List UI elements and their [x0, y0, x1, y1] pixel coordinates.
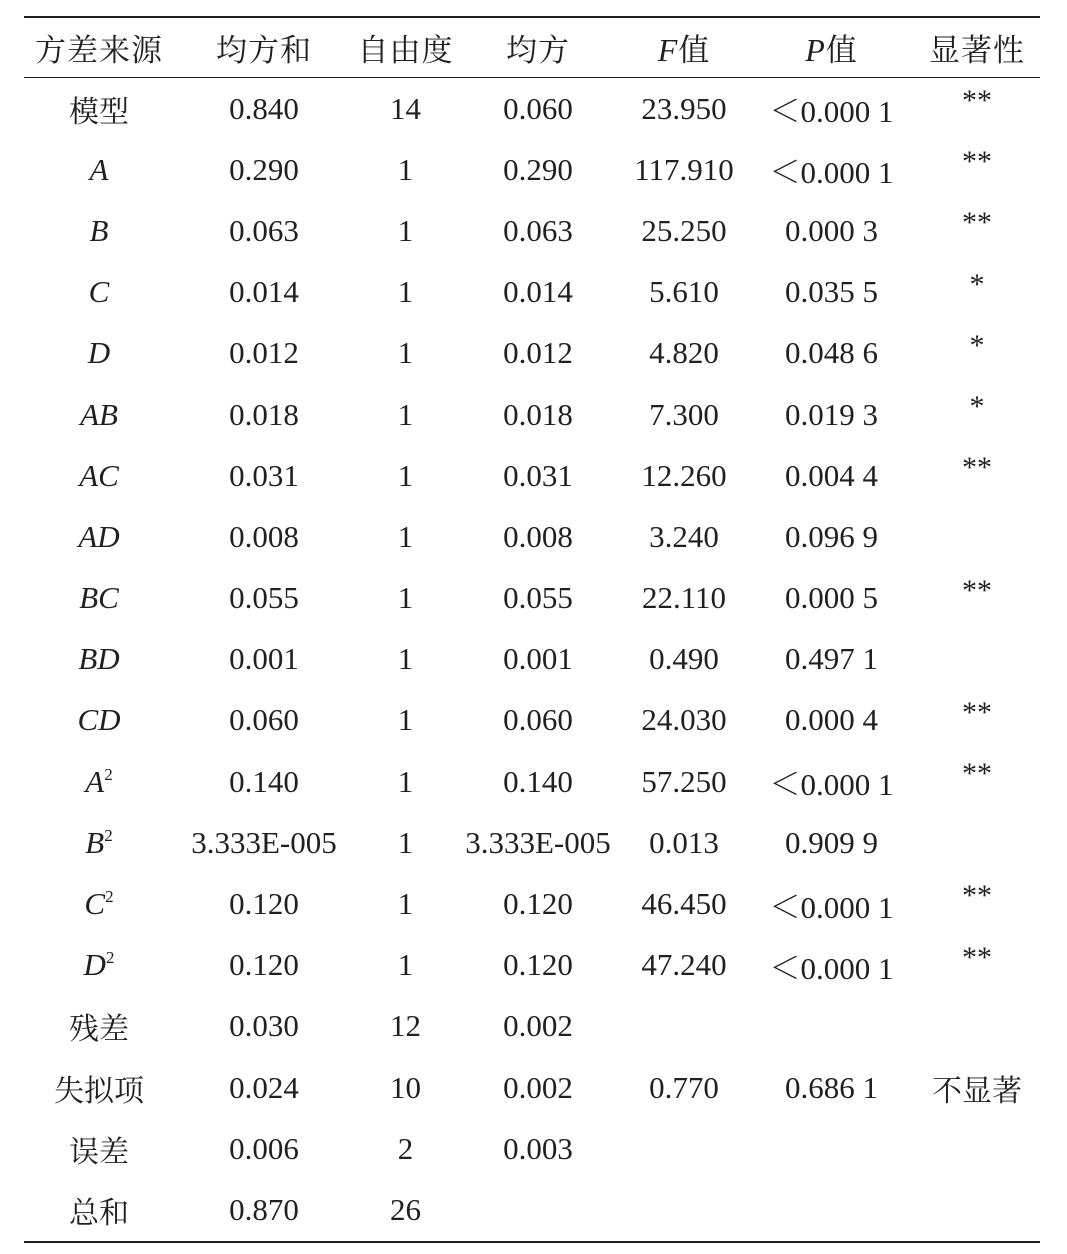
cell-p-value [749, 1179, 914, 1241]
cell-f-value: 4.820 [649, 335, 719, 371]
source-label: BC [79, 580, 119, 616]
cell-f-value [619, 1179, 749, 1241]
source-exponent: 2 [105, 948, 115, 968]
cell-p-value: 0.048 6 [785, 335, 878, 371]
cell-significance [914, 629, 1040, 690]
cell-degrees-of-freedom: 1 [397, 580, 414, 616]
cell-f-value: 25.250 [641, 212, 727, 248]
cell-p-value: 0.035 5 [785, 274, 878, 310]
cell-sum-of-squares: 0.290 [229, 151, 299, 187]
cell-mean-square: 0.008 [503, 518, 573, 554]
cell-degrees-of-freedom: 26 [390, 1191, 421, 1227]
cell-p-value: 0.096 9 [785, 518, 878, 554]
cell-source [24, 323, 174, 384]
header-mean-square: 均方 [506, 33, 570, 69]
header-source: 方差来源 [35, 33, 163, 69]
cell-degrees-of-freedom: 1 [397, 886, 414, 922]
source-label: CD [77, 702, 121, 738]
cell-f-value: 12.260 [641, 457, 727, 493]
cell-degrees-of-freedom: 1 [397, 212, 414, 248]
cell-source [24, 629, 174, 690]
cell-p-value: ＜0.000 1 [769, 889, 894, 925]
cell-sum-of-squares: 0.120 [229, 947, 299, 983]
header-significance: 显著性 [929, 33, 1025, 69]
cell-mean-square: 0.014 [503, 274, 573, 310]
table-row [24, 262, 1040, 323]
cell-degrees-of-freedom: 1 [397, 151, 414, 187]
table-row [24, 1179, 1040, 1241]
table-row [24, 812, 1040, 873]
cell-mean-square: 0.031 [503, 457, 573, 493]
header-p-symbol: P [805, 32, 826, 68]
cell-source [24, 1057, 174, 1118]
source-label: AC [79, 457, 119, 493]
cell-p-value: 0.497 1 [785, 641, 878, 677]
cell-p-value: 0.000 4 [785, 702, 878, 738]
cell-degrees-of-freedom: 1 [397, 763, 414, 799]
source-label: D [83, 947, 106, 983]
cell-f-value: 3.240 [649, 518, 719, 554]
table-row [24, 78, 1040, 140]
cell-f-value: 47.240 [641, 947, 727, 983]
cell-source [24, 996, 174, 1057]
cell-sum-of-squares: 0.014 [229, 274, 299, 310]
table-row [24, 629, 1040, 690]
cell-sum-of-squares: 0.031 [229, 457, 299, 493]
cell-p-value: ＜0.000 1 [769, 155, 894, 191]
source-label: 误差 [69, 1134, 129, 1170]
cell-mean-square: 0.055 [503, 580, 573, 616]
cell-significance: * [969, 389, 985, 423]
cell-sum-of-squares: 0.840 [229, 90, 299, 126]
cell-f-value: 7.300 [649, 396, 719, 432]
source-label: AD [78, 518, 120, 554]
cell-degrees-of-freedom: 1 [397, 396, 414, 432]
cell-f-value [619, 996, 749, 1057]
cell-p-value: 0.909 9 [785, 824, 878, 860]
cell-mean-square [457, 1179, 619, 1241]
cell-mean-square: 0.002 [503, 1069, 573, 1105]
cell-mean-square: 0.120 [503, 947, 573, 983]
cell-mean-square: 0.012 [503, 335, 573, 371]
cell-degrees-of-freedom: 1 [397, 641, 414, 677]
source-exponent: 2 [105, 887, 114, 907]
source-label: D [87, 335, 111, 371]
cell-sum-of-squares: 0.120 [229, 886, 299, 922]
source-label: AB [80, 396, 118, 432]
source-label: 残差 [69, 1012, 129, 1048]
header-f-value [619, 17, 749, 78]
cell-mean-square: 0.003 [503, 1130, 573, 1166]
cell-sum-of-squares: 0.870 [229, 1191, 299, 1227]
source-label: A [89, 151, 109, 187]
cell-degrees-of-freedom: 1 [397, 947, 414, 983]
cell-sum-of-squares: 0.018 [229, 396, 299, 432]
source-label: B [89, 212, 109, 248]
cell-mean-square: 0.063 [503, 212, 573, 248]
cell-source [24, 1118, 174, 1179]
table-row [24, 873, 1040, 934]
table-row [24, 506, 1040, 567]
cell-mean-square: 0.018 [503, 396, 573, 432]
cell-source [24, 384, 174, 445]
cell-sum-of-squares: 0.024 [229, 1069, 299, 1105]
cell-source [24, 139, 174, 200]
cell-mean-square: 3.333E-005 [465, 824, 611, 860]
cell-f-value: 0.770 [649, 1069, 719, 1105]
cell-significance: 不显著 [932, 1073, 1022, 1109]
cell-source [24, 751, 174, 812]
cell-degrees-of-freedom: 1 [397, 335, 414, 371]
header-degrees-of-freedom: 自由度 [357, 33, 454, 69]
cell-f-value: 0.013 [649, 824, 719, 860]
cell-sum-of-squares: 0.060 [229, 702, 299, 738]
cell-mean-square: 0.001 [503, 641, 573, 677]
cell-significance: ** [962, 695, 992, 729]
cell-mean-square: 0.002 [503, 1008, 573, 1044]
cell-significance: ** [962, 145, 992, 179]
cell-sum-of-squares: 3.333E-005 [191, 824, 337, 860]
header-f-suffix: 值 [678, 33, 711, 69]
cell-mean-square: 0.140 [503, 763, 573, 799]
source-label: BD [78, 641, 120, 677]
header-row [24, 17, 1040, 78]
table-row [24, 996, 1040, 1057]
cell-source [24, 812, 174, 873]
cell-p-value: 0.000 3 [785, 212, 878, 248]
cell-degrees-of-freedom: 1 [397, 518, 414, 554]
cell-p-value: 0.004 4 [785, 457, 878, 493]
source-label: C [84, 886, 106, 922]
source-label: 失拟项 [54, 1073, 144, 1109]
cell-significance: ** [962, 84, 992, 117]
cell-sum-of-squares: 0.012 [229, 335, 299, 371]
cell-p-value: 0.019 3 [785, 396, 878, 432]
cell-significance: * [969, 328, 985, 362]
cell-significance: ** [962, 940, 992, 974]
cell-sum-of-squares: 0.140 [229, 763, 299, 799]
cell-f-value: 22.110 [641, 580, 727, 616]
cell-source [24, 445, 174, 506]
cell-p-value [749, 996, 914, 1057]
cell-source [24, 568, 174, 629]
cell-p-value: ＜0.000 1 [769, 950, 894, 986]
cell-significance: ** [962, 879, 992, 913]
cell-source [24, 262, 174, 323]
table-row [24, 445, 1040, 506]
anova-table [24, 16, 1040, 1243]
cell-p-value: 0.000 5 [785, 580, 878, 616]
cell-significance: ** [962, 573, 992, 607]
cell-f-value: 5.610 [649, 274, 719, 310]
cell-degrees-of-freedom: 2 [397, 1130, 414, 1166]
table-row [24, 1057, 1040, 1118]
table-row [24, 690, 1040, 751]
cell-f-value: 46.450 [641, 886, 727, 922]
cell-p-value [749, 1118, 914, 1179]
cell-source [24, 873, 174, 934]
cell-p-value: ＜0.000 1 [769, 94, 894, 130]
table-body [24, 78, 1040, 1242]
cell-f-value: 23.950 [641, 90, 727, 126]
cell-sum-of-squares: 0.055 [229, 580, 299, 616]
cell-p-value: ＜0.000 1 [769, 767, 894, 803]
table-row [24, 139, 1040, 200]
cell-source [24, 690, 174, 751]
table-header [24, 17, 1040, 78]
cell-significance [914, 1118, 1040, 1179]
source-label: C [88, 274, 110, 310]
cell-degrees-of-freedom: 1 [397, 702, 414, 738]
cell-sum-of-squares: 0.063 [229, 212, 299, 248]
source-label: B [85, 824, 105, 860]
cell-degrees-of-freedom: 1 [397, 457, 414, 493]
cell-f-value [619, 1118, 749, 1179]
cell-degrees-of-freedom: 1 [397, 824, 414, 860]
header-p-suffix: 值 [825, 33, 858, 69]
cell-source [24, 506, 174, 567]
cell-sum-of-squares: 0.008 [229, 518, 299, 554]
cell-degrees-of-freedom: 14 [390, 90, 421, 126]
cell-source [24, 1179, 174, 1241]
cell-significance [914, 996, 1040, 1057]
cell-mean-square: 0.290 [503, 151, 573, 187]
cell-sum-of-squares: 0.030 [229, 1008, 299, 1044]
cell-sum-of-squares: 0.006 [229, 1130, 299, 1166]
cell-f-value: 117.910 [634, 151, 734, 187]
header-p-value [749, 17, 914, 78]
source-exponent: 2 [104, 825, 113, 845]
header-sum-of-squares: 均方和 [216, 33, 312, 69]
cell-significance [914, 506, 1040, 567]
cell-degrees-of-freedom: 10 [390, 1069, 421, 1105]
cell-significance: ** [962, 206, 992, 240]
cell-significance: ** [962, 451, 992, 485]
cell-significance [914, 1179, 1040, 1241]
table-row [24, 751, 1040, 812]
cell-f-value: 24.030 [641, 702, 727, 738]
cell-f-value: 0.490 [649, 641, 719, 677]
table-row [24, 1118, 1040, 1179]
cell-source [24, 200, 174, 261]
source-label: 总和 [69, 1195, 129, 1231]
cell-mean-square: 0.120 [503, 886, 573, 922]
cell-significance: ** [962, 757, 992, 791]
cell-degrees-of-freedom: 1 [397, 274, 414, 310]
cell-mean-square: 0.060 [503, 702, 573, 738]
cell-degrees-of-freedom: 12 [390, 1008, 421, 1044]
table-row [24, 935, 1040, 996]
cell-source [24, 78, 174, 140]
table-row [24, 200, 1040, 261]
cell-f-value: 57.250 [641, 763, 727, 799]
cell-p-value: 0.686 1 [785, 1069, 878, 1105]
cell-mean-square: 0.060 [503, 90, 573, 126]
source-label: 模型 [69, 94, 129, 130]
table-row [24, 568, 1040, 629]
cell-significance: * [969, 267, 985, 301]
table-row [24, 323, 1040, 384]
table-row [24, 384, 1040, 445]
header-f-symbol: F [657, 32, 679, 68]
source-exponent: 2 [104, 764, 113, 784]
cell-source [24, 935, 174, 996]
source-label: A [85, 763, 105, 799]
cell-sum-of-squares: 0.001 [229, 641, 299, 677]
cell-significance [914, 812, 1040, 873]
